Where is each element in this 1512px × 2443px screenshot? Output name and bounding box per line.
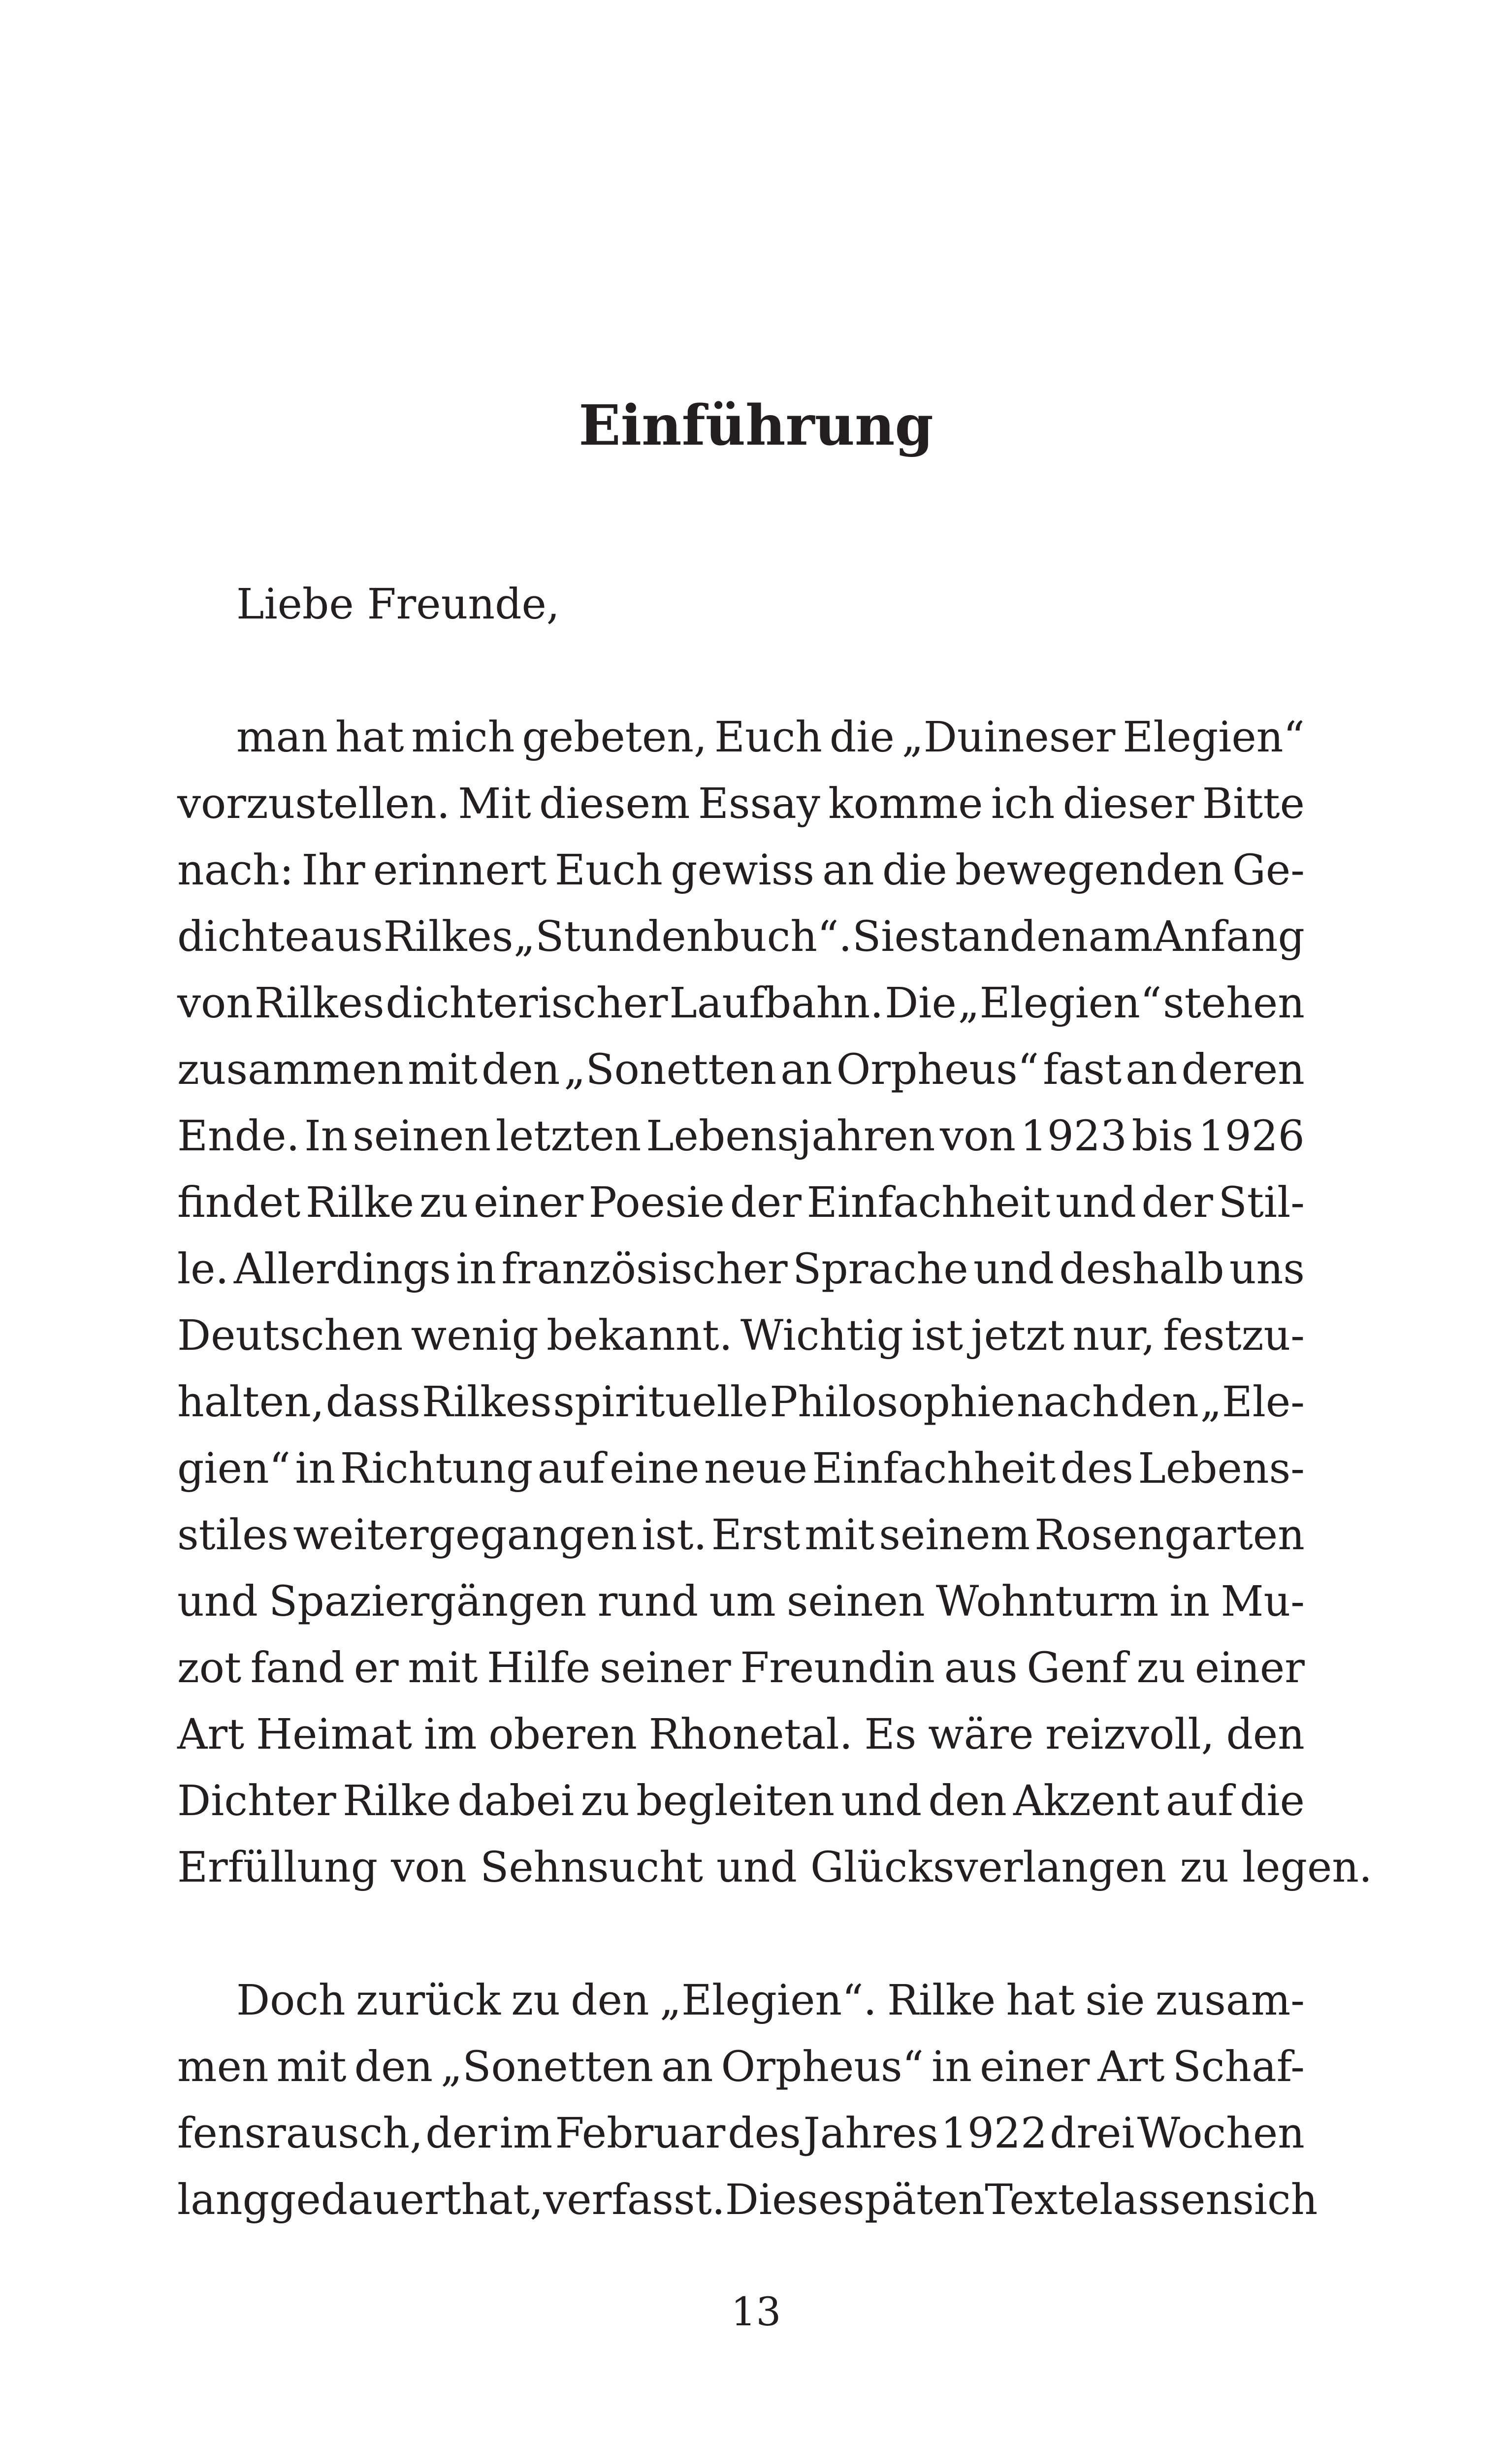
paragraph-2 bbox=[177, 1967, 1318, 2233]
text-line: zot fand er mit Hilfe seiner Freundin aus Genf zu einer bbox=[177, 1644, 1305, 1693]
text-line: Art Heimat im oberen Rhonetal. Es wäre reizvoll, den bbox=[177, 1710, 1305, 1759]
text-line: nach: Ihr erinnert Euch gewiss an die bewegenden Ge- bbox=[177, 846, 1305, 895]
text-line: von Rilkes dichterischer Laufbahn. Die „Elegien“ stehen bbox=[177, 979, 1305, 1028]
text-line: fensrausch, der im Februar des Jahres 1922 drei Wochen bbox=[177, 2109, 1305, 2158]
chapter-title: Einführung bbox=[579, 393, 933, 458]
text-line: findet Rilke zu einer Poesie der Einfachheit und der Stil- bbox=[177, 1178, 1305, 1227]
greeting-line: Liebe Freunde, bbox=[236, 580, 560, 629]
text-line: Deutschen wenig bekannt. Wichtig ist jetzt nur, festzu- bbox=[177, 1311, 1305, 1360]
page-number: 13 bbox=[731, 2289, 781, 2335]
text-line: stiles weitergegangen ist. Erst mit seinem Rosengarten bbox=[177, 1511, 1305, 1560]
text-line: Doch zurück zu den „Elegien“. Rilke hat sie zusam- bbox=[236, 1976, 1305, 2025]
text-line: Dichter Rilke dabei zu begleiten und den Akzent auf die bbox=[177, 1777, 1305, 1825]
text-line: Erfüllung von Sehnsucht und Glücksverlangen zu legen. bbox=[177, 1843, 1373, 1892]
text-line: Ende. In seinen letzten Lebensjahren von 1923 bis 1926 bbox=[177, 1112, 1305, 1161]
paragraph-1 bbox=[177, 704, 1373, 1901]
text-line: men mit den „Sonetten an Orpheus“ in einer Art Schaf- bbox=[177, 2043, 1305, 2091]
text-line: halten, dass Rilkes spirituelle Philosophie nach den „Ele- bbox=[177, 1378, 1305, 1427]
text-line: und Spaziergängen rund um seinen Wohnturm in Mu- bbox=[177, 1577, 1305, 1626]
text-line: le. Allerdings in französischer Sprache und deshalb uns bbox=[177, 1245, 1305, 1294]
text-line: gien“ in Richtung auf eine neue Einfachheit des Lebens- bbox=[177, 1444, 1305, 1493]
text-line: zusammen mit den „Sonetten an Orpheus“ fast an deren bbox=[177, 1045, 1305, 1094]
text-line: man hat mich gebeten, Euch die „Duineser Elegien“ bbox=[236, 713, 1305, 762]
text-line: vorzustellen. Mit diesem Essay komme ich dieser Bitte bbox=[177, 780, 1305, 828]
text-line: lang gedauert hat, verfasst. Diese späten Texte lassen sich bbox=[177, 2176, 1318, 2224]
text-line: dichte aus Rilkes „Stundenbuch“. Sie standen am Anfang bbox=[177, 912, 1305, 961]
